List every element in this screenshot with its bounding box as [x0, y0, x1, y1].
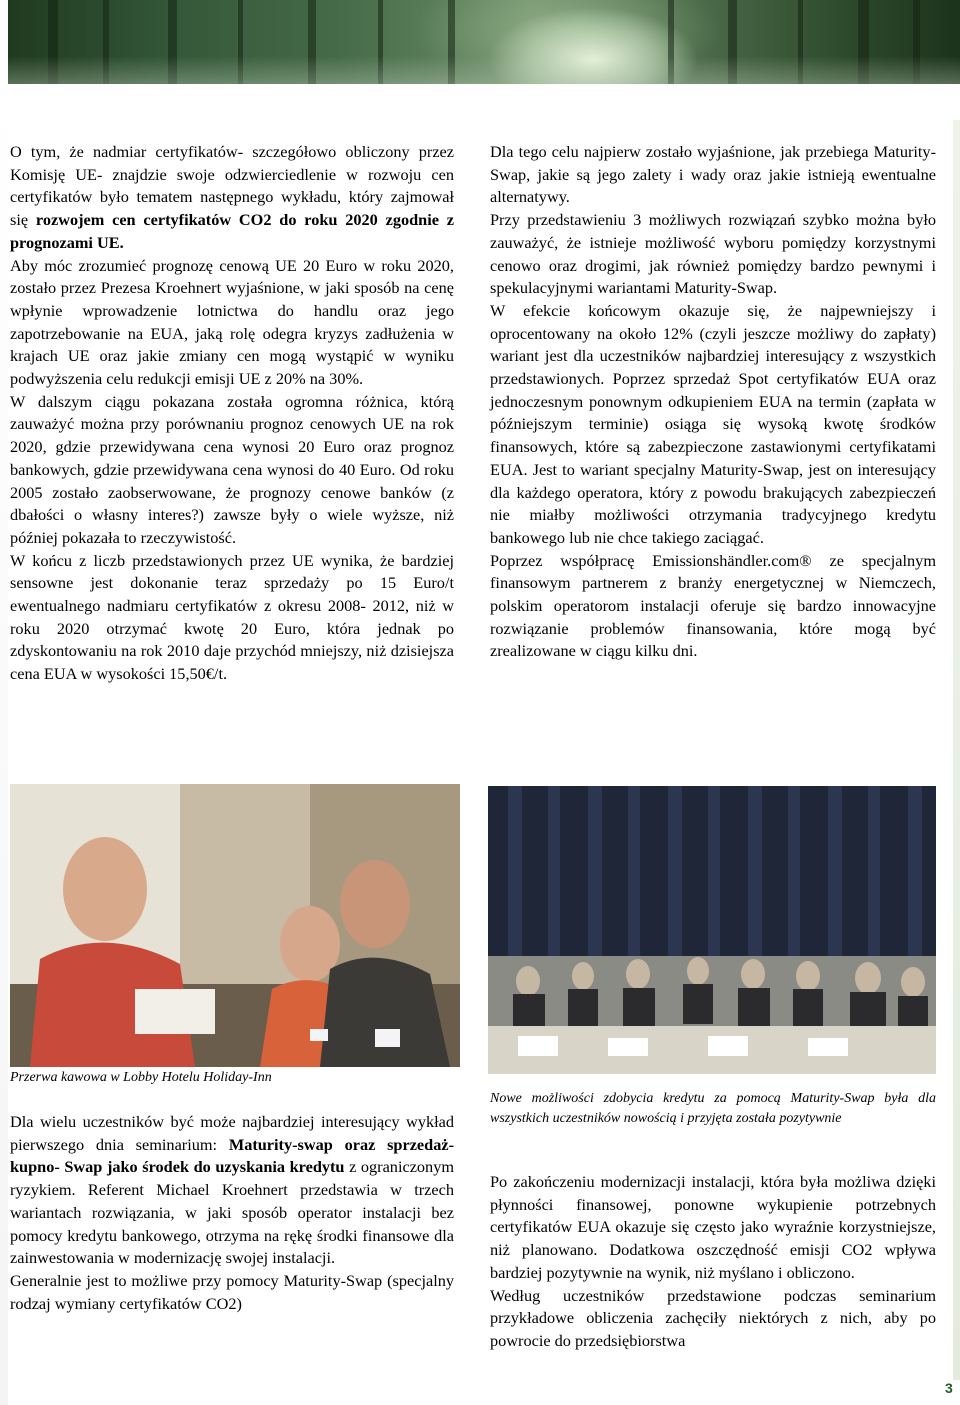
forest-header-image [8, 0, 960, 84]
paragraph-purpose: Dla tego celu najpierw zostało wyjaśnione, jak przebiega Maturity-Swap, jakie są jego zalety i wady oraz jakie istnieją ewentualne alternatywy. [490, 142, 936, 207]
paragraph-intro [10, 141, 454, 255]
photo-caption-right: Nowe możliwości zdobycia kredytu za pomocą Maturity-Swap była dla wszystkich uczestników nowością i przyjęta została pozytywnie [490, 1091, 936, 1126]
right-column-top [490, 141, 936, 663]
paragraph-lecture [10, 1111, 454, 1270]
lecture-rest-text: z ograniczonym ryzykiem. Referent Michael Kroehnert przedstawia w trzech wariantach rozwiązania, w jaki sposób operator instalacji bez pomocy kredytu bankowego, otrzyma na rękę środki finansowe dla zainwestowania w modernizację swojej instalacji. [10, 1157, 455, 1268]
right-decorative-strip [953, 120, 960, 1380]
paragraph-participants: Według uczestników przedstawione podczas seminarium przykładowe obliczenia zachęciły niektórych z nich, aby po powrocie do przedsiębiorstwa [490, 1285, 936, 1350]
left-column-top [10, 141, 454, 686]
lecture-intro-text: Dla wielu uczestników być może najbardziej interesujący wykład pierwszego dnia seminarium: [10, 1112, 454, 1154]
paragraph-general: Generalnie jest to możliwe przy pomocy Maturity-Swap (specjalny rodzaj wymiany certyfikatów CO2) [10, 1270, 454, 1313]
paragraph-conclusion: W końcu z liczb przedstawionych przez UE wynika, że bardziej sensowne jest dokonanie teraz sprzedaży po 15 Euro/t ewentualnego nadmiaru certyfikatów z okresu 2008- 2012, niż w roku 2020 otrzymać kwotę 20 Euro, która jednak po zdyskontowaniu na rok 2010 daje przychód mniejszy, niż dzisiejsza cena EUA w wysokości 15,50€/t. [10, 550, 454, 684]
paragraph-solutions: Przy przedstawieniu 3 możliwych rozwiązań szybko można było zauważyć, że istnieje możliwość wyboru pomiędzy korzystnymi cenowo oraz drogimi, jak również pomiędzy bardzo pewnymi i spekulacyjnymi wariantami Maturity-Swap. [490, 210, 936, 298]
left-column-bottom [10, 1111, 454, 1315]
photo-caption-left: Przerwa kawowa w Lobby Hotelu Holiday-Inn [10, 1070, 272, 1085]
lecture-title-bold: Maturity-swap oraz sprzedaż- kupno- Swap jako środek do uzyskania kredytu [10, 1134, 454, 1177]
paragraph-forecast: Aby móc zrozumieć prognozę cenową UE 20 Euro w roku 2020, zostało przez Prezesa Kroehnert wyjaśnione, w jaki sposób na cenę wpłynie wprowadzenie lotnictwa do handlu oraz jego zapotrzebowanie na EUA, jaką rolę odegra kryzys zadłużenia w krajach UE oraz jakie zmiany cen mogą wystąpić w wyniku podwyższenia celu redukcji emisji UE z 20% na 30%. [10, 255, 454, 389]
paragraph-after-modernization: Po zakończeniu modernizacji instalacji, która była możliwa dzięki płynności finansowej, ponowne wykupienie potrzebnych certyfikatów EUA okazuje się często jako wyraźnie korzystniejsze, niż planowano. Dodatkowa oszczędność emisji CO2 wpływa bardziej pozytywnie na wynik, niż myślano i obliczono. [490, 1172, 936, 1282]
coffee-break-photo [10, 784, 460, 1067]
intro-text: O tym, że nadmiar certyfikatów- szczegółowo obliczony przez Komisję UE- znajdzie swoje odzwierciedlenie w rozwoju cen certyfikatów było tematem następnego wykładu, który zajmował się [10, 142, 454, 230]
paragraph-result: W efekcie końcowym okazuje się, że najpewniejszy i oprocentowany na około 12% (czyli jeszcze możliwy do zapłaty) wariant jest dla uczestników najbardziej interesujący z wszystkich przedstawionych. Poprzez sprzedaż Spot certyfikatów EUA oraz jednoczesnym ponownym odkupieniem EUA na termin (zapłata w późniejszym terminie) osiąga się wysoką kwotę środków finansowych, które są zabezpieczone zastawionymi certyfikatami EUA. Jest to wariant specjalny Maturity-Swap, jest on interesujący dla każdego operatora, który z powodu brakujących zabezpieczeń nie miałby możliwości otrzymania tradycyjnego kredytu bankowego lub nie chce takiego zaciągać. [490, 300, 936, 547]
left-decorative-strip [0, 84, 8, 1405]
paragraph-partnership: Poprzez współpracę Emissionshändler.com® ze specjalnym finansowym partnerem z branży energetycznej w Niemczech, polskim operatorom instalacji oferuje się bardzo innowacyjne rozwiązanie problemów finansowania, które mogą być zrealizowane w ciągu kilku dni. [490, 550, 936, 661]
right-column-bottom [490, 1171, 936, 1353]
page-number: 3 [945, 1380, 953, 1396]
seminar-hall-photo [488, 786, 936, 1074]
paragraph-difference: W dalszym ciągu pokazana została ogromna różnica, którą zauważyć można przy porównaniu prognoz cenowych UE na rok 2020, gdzie przewidywana cena wynosi 20 Euro oraz prognoz bankowych, gdzie przewidywana cena wynosi do 40 Euro. Od roku 2005 zostało zaobserwowane, że prognozy cenowe banków (z dbałości o własny interes?) zawsze były o wiele wyższe, niż później pokazała to rzeczywistość. [10, 391, 454, 547]
intro-bold-text: rozwojem cen certyfikatów CO2 do roku 2020 zgodnie z prognozami UE. [10, 210, 455, 252]
